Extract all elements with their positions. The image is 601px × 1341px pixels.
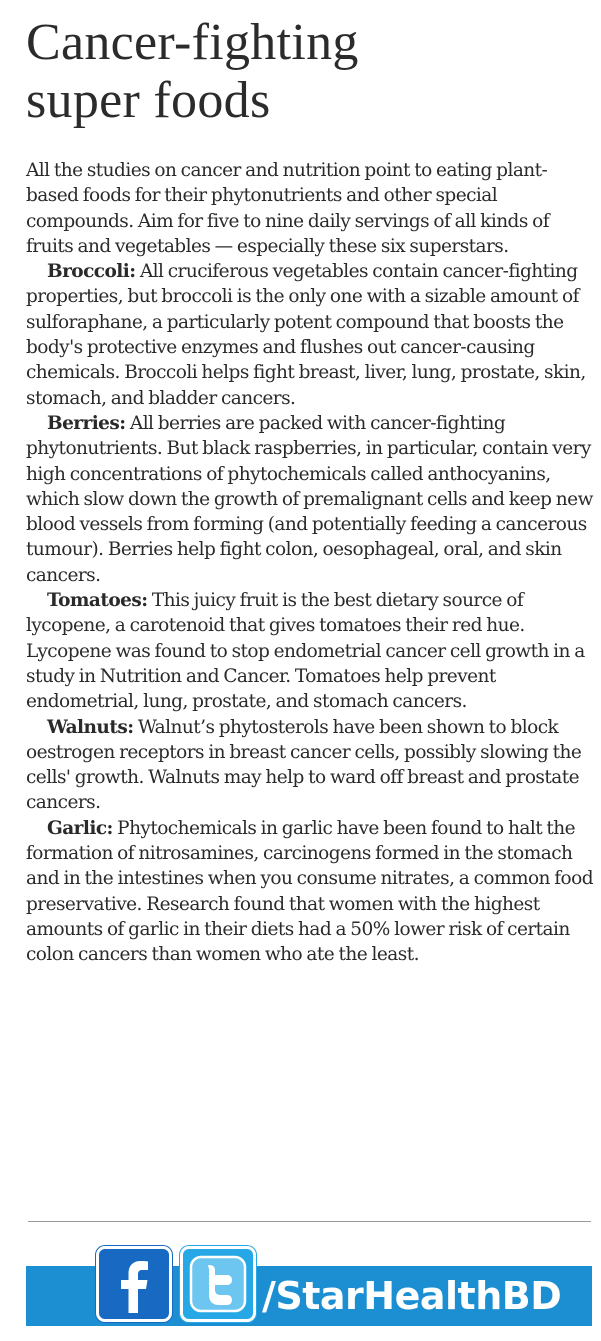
section-heading: Walnuts: (47, 716, 134, 738)
section-text: Phytochemicals in garlic have been found to halt the formation of nitrosamines, carcinogens formed in the stomach and in the intestines when you consume nitrates, a common food preservative. Research found that women with the highest amounts of garlic in their diets had a 50% lower risk of certain colon cancers than women who ate the least. (26, 817, 593, 966)
section-tomatoes (26, 588, 598, 714)
article-intro: All the studies on cancer and nutrition point to eating plant-based foods for their phytonutrients and other special compounds. Aim for five to nine daily servings of all kinds of fruits and vegetables — especially these six superstars. (26, 160, 550, 257)
social-handle[interactable]: /StarHealthBD (262, 1274, 562, 1318)
twitter-logo-icon[interactable] (180, 1246, 256, 1322)
facebook-f-glyph-icon (99, 1249, 169, 1319)
section-heading: Berries: (47, 412, 126, 434)
section-text: All cruciferous vegetables contain cancer-fighting properties, but broccoli is the only one with a sizable amount of sulforaphane, a particularly potent compound that boosts the body's protective enzymes and flushes out cancer-causing chemicals. Broccoli helps fight breast, liver, lung, prostate, skin, stomach, and bladder cancers. (26, 261, 586, 409)
twitter-t-glyph-icon (183, 1249, 253, 1319)
section-heading: Tomatoes: (47, 590, 148, 612)
section-walnuts (26, 715, 598, 816)
section-garlic (26, 816, 598, 968)
section-berries (26, 411, 598, 588)
section-heading: Garlic: (47, 817, 113, 839)
footer-divider (28, 1221, 591, 1222)
section-text: All berries are packed with cancer-fighting phytonutrients. But black raspberries, in particular, contain very high concentrations of phytochemicals called anthocyanins, which slow down the growth of premalignant cells and keep new blood vessels from forming (and potentially feeding a cancerous tumour). Berries help fight colon, oesophageal, oral, and skin cancers. (26, 412, 593, 586)
section-text: Walnut’s phytosterols have been shown to block oestrogen receptors in breast cancer cells, possibly slowing the cells' growth. Walnuts may help to ward off breast and prostate cancers. (26, 716, 582, 814)
article-title (26, 14, 586, 130)
article-title-line-2: super foods (26, 72, 271, 129)
article-title-line-1: Cancer-fighting (26, 14, 359, 71)
section-broccoli (26, 259, 598, 411)
section-text: This juicy fruit is the best dietary source of lycopene, a carotenoid that gives tomatoes their red hue. Lycopene was found to stop endometrial cancer cell growth in a study in Nutrition and Cancer. Tomatoes help prevent endometrial, lung, prostate, and stomach cancers. (26, 590, 585, 713)
article-body (26, 158, 598, 968)
section-heading: Broccoli: (47, 261, 136, 283)
facebook-logo-icon[interactable] (96, 1246, 172, 1322)
